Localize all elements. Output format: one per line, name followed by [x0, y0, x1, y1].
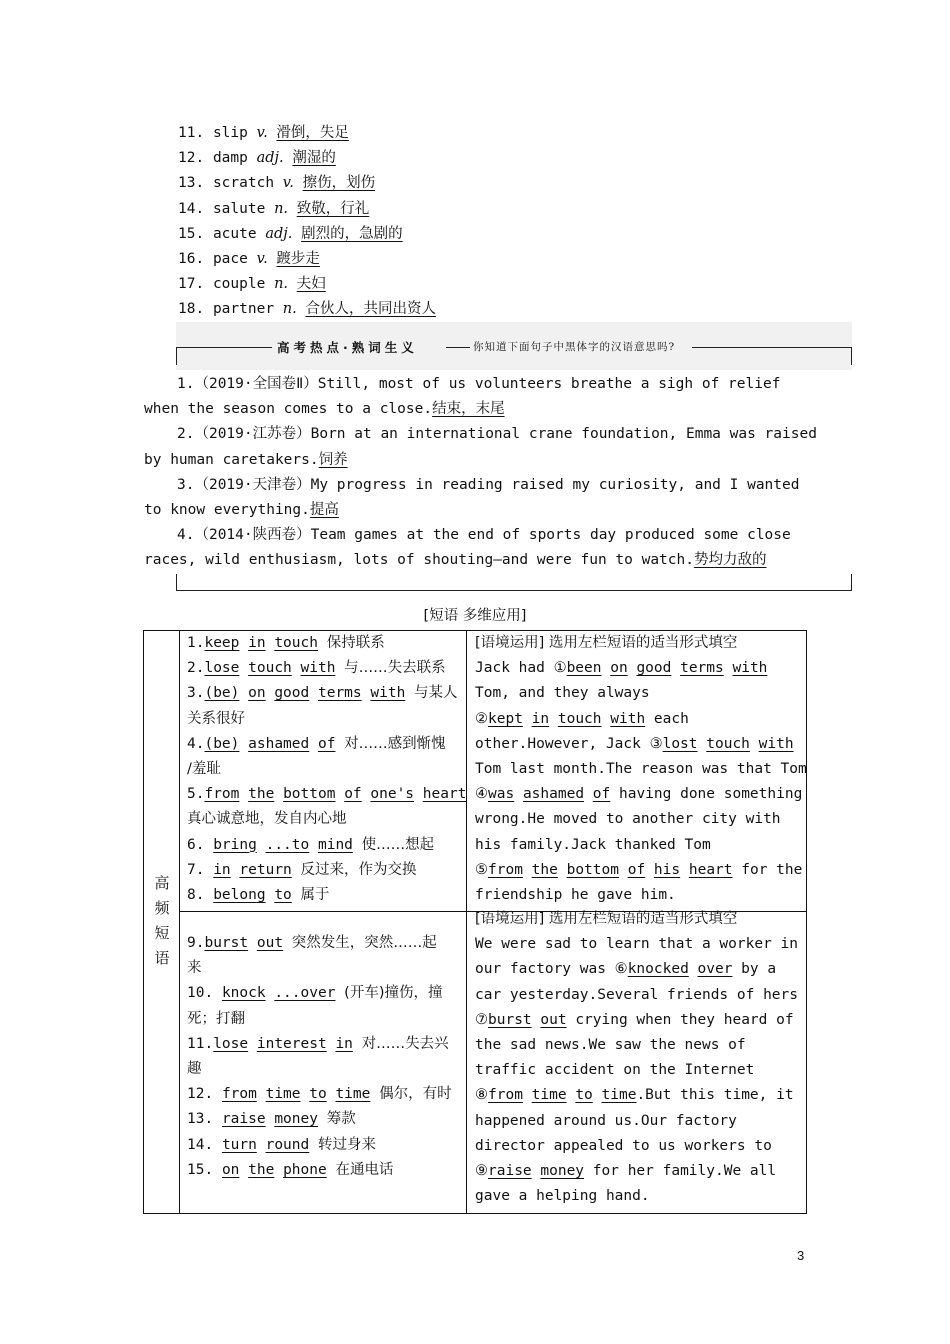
section-title: [短语 多维应用] — [423, 608, 527, 624]
example-answer: 势均力敌的 — [693, 552, 767, 569]
vocab-number: 18. — [178, 301, 205, 318]
banner-title: 高考热点·熟词生义 — [274, 338, 421, 356]
vocab-item — [178, 247, 436, 272]
vocab-meaning: 潮湿的 — [292, 150, 336, 167]
vocab-pos: adj. — [265, 225, 293, 242]
context-line: gave a helping hand. — [475, 1188, 650, 1205]
vocab-number: 16. — [178, 250, 205, 267]
vocab-meaning: 剧烈的，急剧的 — [301, 225, 403, 242]
context-line: We were sad to learn that a worker in — [475, 936, 799, 953]
side-label-cell — [144, 631, 180, 1213]
vocab-number: 17. — [178, 276, 205, 293]
context-line: director appealed to us workers to — [475, 1137, 772, 1154]
context-line: our factory was ⑥knocked over by a — [475, 961, 777, 978]
phrase-row-cont: 趣 — [187, 1060, 202, 1077]
banner-rule-corner-right — [851, 347, 852, 365]
banner-rule-right — [692, 347, 852, 348]
vocab-pos: n. — [282, 301, 297, 318]
side-label-char: 频 — [154, 899, 170, 917]
phrase-row: 2.lose touch with 与……失去联系 — [187, 660, 446, 677]
vocab-meaning: 夫妇 — [296, 276, 326, 293]
context-line: ④was ashamed of having done something — [475, 786, 803, 803]
vocab-meaning: 合伙人，共同出资人 — [305, 301, 436, 318]
example-line: when the season comes to a close.结束，末尾 — [144, 401, 505, 418]
vocab-number: 12. — [178, 150, 205, 167]
vocab-pos: v. — [282, 175, 294, 192]
side-label-char: 短 — [154, 924, 170, 942]
example-line: races, wild enthusiasm, lots of shouting—and were fun to watch.势均力敌的 — [144, 552, 767, 569]
example-sentences — [144, 372, 817, 574]
context-line: wrong.He moved to another city with — [475, 811, 781, 828]
bottom-rule-right — [851, 574, 852, 590]
phrase-row-cont: /羞耻 — [187, 760, 221, 777]
vocab-word: scratch — [212, 175, 275, 192]
bottom-rule-line — [176, 590, 852, 591]
vocab-word: damp — [212, 150, 248, 167]
context-line: ⑤from the bottom of his heart for the — [475, 861, 803, 878]
context-line: friendship he gave him. — [475, 886, 676, 903]
context-line: Tom last month.The reason was that Tom — [475, 760, 807, 777]
phrase-row: 13. raise money 筹款 — [187, 1111, 356, 1128]
banner-rule-mid — [446, 347, 472, 348]
example-answer: 结束，末尾 — [432, 401, 505, 418]
example-line: 1.（2019·全国卷Ⅱ）Still, most of us volunteers breathe a sigh of relief — [177, 376, 781, 392]
example-line: to know everything.提高 — [144, 501, 339, 518]
vocab-pos: v. — [256, 125, 268, 141]
banner-rule-left — [176, 347, 272, 348]
example-answer: 饲养 — [318, 451, 348, 468]
phrase-row: 6. bring ...to mind 使……想起 — [187, 836, 435, 853]
context-line: other.However, Jack ③lost touch with — [475, 735, 794, 752]
vocab-list — [178, 121, 436, 323]
example-line: 3.（2019·天津卷）My progress in reading raised my curiosity, and I wanted — [177, 476, 800, 493]
phrase-table — [143, 630, 807, 1214]
vocab-pos: adj. — [256, 150, 284, 167]
phrase-row: 7. in return 反过来，作为交换 — [187, 861, 417, 878]
context-line: ⑦burst out crying when they heard of — [475, 1011, 794, 1028]
phrase-row: 15. on the phone 在通电话 — [187, 1161, 394, 1178]
phrase-row: 5.from the bottom of one's heart — [187, 786, 467, 803]
context-top-cell — [475, 631, 807, 908]
bottom-rule-left — [176, 574, 177, 590]
vocab-word: acute — [212, 225, 257, 242]
vocab-meaning: 踱步走 — [276, 250, 320, 267]
vocab-number: 11. — [178, 125, 205, 141]
vocab-item — [178, 171, 436, 196]
side-label-char: 语 — [154, 949, 170, 967]
context-line: Jack had ①been on good terms with — [475, 660, 768, 677]
phrase-row: 4.(be) ashamed of 对……感到惭愧 — [187, 735, 446, 752]
vocab-item — [178, 197, 436, 222]
vocab-meaning: 致敬，行礼 — [296, 200, 370, 217]
page-number: 3 — [797, 1248, 805, 1263]
vocab-number: 15. — [178, 225, 205, 242]
vocab-pos: v. — [256, 250, 268, 267]
phrase-row: 10. knock ...over (开车)撞伤，撞 — [187, 985, 443, 1002]
context-bottom-cell — [475, 907, 798, 1209]
phrase-row-cont: 真心诚意地，发自内心地 — [187, 811, 347, 828]
vocab-word: pace — [212, 250, 248, 267]
side-label-char: 高 — [154, 874, 170, 892]
example-line: 4.（2014·陕西卷）Team games at the end of sports day produced some close — [177, 527, 791, 544]
context-line: his family.Jack thanked Tom — [475, 836, 711, 853]
context-line: ⑨raise money for her family.We all — [475, 1162, 777, 1179]
vocab-item — [178, 272, 436, 297]
banner-subtitle: 你知道下面句子中黑体字的汉语意思吗? — [470, 339, 678, 354]
context-heading: [语境运用] 选用左栏短语的适当形式填空 — [475, 635, 738, 651]
phrase-row: 9.burst out 突然发生，突然……起 — [187, 935, 437, 951]
vocab-word: couple — [212, 276, 266, 293]
context-heading: [语境运用] 选用左栏短语的适当形式填空 — [475, 911, 738, 927]
hot-topic-banner — [176, 322, 852, 372]
context-line: the sad news.We saw the news of — [475, 1036, 746, 1053]
vocab-pos: n. — [274, 200, 289, 217]
vocab-number: 14. — [178, 200, 205, 217]
context-line: car yesterday.Several friends of hers — [475, 986, 799, 1003]
context-line: Tom, and they always — [475, 685, 650, 702]
vocab-word: salute — [212, 200, 266, 217]
phrases-bottom-cell — [187, 931, 452, 1183]
banner-bottom-rule — [176, 574, 852, 592]
phrase-row: 11.lose interest in 对……失去兴 — [187, 1035, 449, 1052]
vocab-pos: n. — [274, 276, 289, 293]
phrase-row: 12. from time to time 偶尔，有时 — [187, 1086, 452, 1103]
context-line: traffic accident on the Internet — [475, 1062, 755, 1079]
context-line: ②kept in touch with each — [475, 710, 689, 727]
vocab-meaning: 滑倒，失足 — [276, 125, 349, 141]
example-line: by human caretakers.饲养 — [144, 451, 348, 468]
banner-rule-corner-left — [176, 347, 177, 365]
vocab-item — [178, 121, 436, 146]
vocab-item — [178, 146, 436, 171]
phrase-row-cont: 关系很好 — [187, 710, 245, 727]
example-line: 2.（2019·江苏卷）Born at an international crane foundation, Emma was raised — [177, 426, 817, 443]
phrase-row: 14. turn round 转过身来 — [187, 1136, 376, 1153]
vocab-word: slip — [212, 125, 248, 141]
vocab-meaning: 擦伤，划伤 — [302, 175, 376, 192]
context-line: ⑧from time to time.But this time, it — [475, 1087, 794, 1104]
vocab-word: partner — [212, 301, 275, 318]
phrase-row: 1.keep in touch 保持联系 — [187, 635, 385, 651]
vocab-item — [178, 222, 436, 247]
phrase-row-cont: 来 — [187, 960, 202, 977]
context-line: happened around us.Our factory — [475, 1112, 737, 1129]
example-answer: 提高 — [309, 501, 339, 518]
phrase-row: 3.(be) on good terms with 与某人 — [187, 685, 458, 702]
side-label — [153, 871, 171, 971]
vocab-number: 13. — [178, 175, 205, 192]
vocab-item — [178, 297, 436, 322]
phrases-top-cell — [187, 631, 466, 908]
phrase-row: 8. belong to 属于 — [187, 886, 330, 903]
phrase-row-cont: 死；打翻 — [187, 1010, 245, 1027]
